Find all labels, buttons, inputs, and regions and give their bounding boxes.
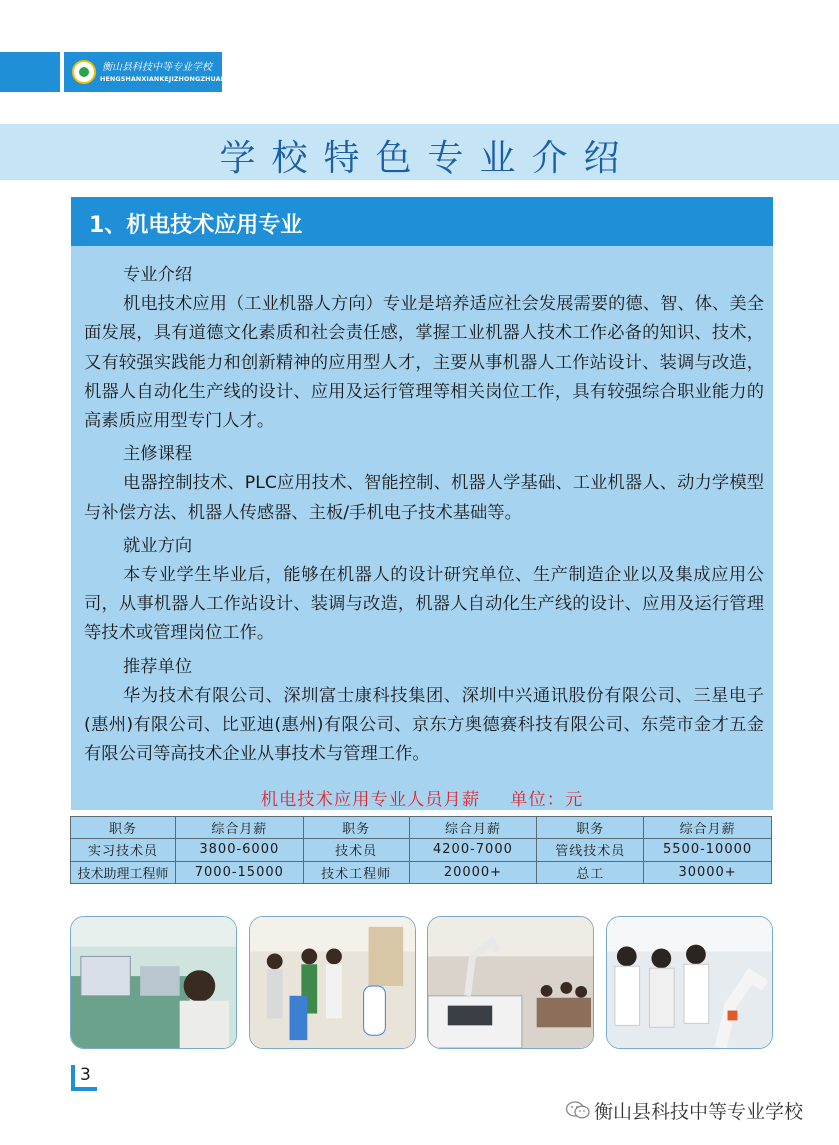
- table-cell: 总工: [537, 861, 644, 883]
- wechat-watermark: 衡山县科技中等专业学校: [594, 1101, 804, 1123]
- logo-chinese-name: 衡山县科技中等专业学校: [102, 62, 212, 73]
- major-description: [84, 261, 764, 769]
- table-cell: 技术工程师: [303, 861, 409, 883]
- major-heading: 1、机电技术应用专业: [89, 213, 303, 238]
- page-title: 学校特色专业介绍: [219, 138, 636, 179]
- photo-students-robot-arm: [606, 916, 773, 1049]
- table-cell: 3800-6000: [175, 839, 303, 861]
- major-panel: [71, 197, 773, 810]
- page-number: 3: [80, 1065, 91, 1085]
- salary-caption: [71, 785, 773, 810]
- salary-title: 机电技术应用专业人员月薪: [260, 790, 481, 810]
- table-row: [71, 839, 772, 861]
- table-header-cell: 综合月薪: [409, 817, 537, 839]
- table-cell: 管线技术员: [537, 839, 644, 861]
- courses-section-title: 主修课程: [123, 444, 193, 465]
- courses-paragraph: 电器控制技术、PLC应用技术、智能控制、机器人学基础、工业机器人、动力学模型与补偿方法、机器人传感器、主板/手机电子技术基础等。: [84, 473, 764, 523]
- salary-header-row: [71, 817, 772, 839]
- table-header-cell: 综合月薪: [175, 817, 303, 839]
- recommend-section-title: 推荐单位: [123, 656, 193, 677]
- table-cell: 技术员: [303, 839, 409, 861]
- school-logo: [64, 52, 227, 92]
- school-emblem-icon: [72, 60, 96, 84]
- photo-visitors-robot: [249, 916, 416, 1049]
- table-header-cell: 综合月薪: [644, 817, 772, 839]
- table-cell: 实习技术员: [71, 839, 176, 861]
- wechat-icon: [565, 1100, 591, 1120]
- photo-student-workbench: [70, 916, 237, 1049]
- major-heading-bar: [71, 197, 773, 246]
- table-cell: 30000+: [644, 861, 772, 883]
- page-title-band: [0, 124, 839, 180]
- salary-table: [70, 816, 772, 884]
- table-header-cell: 职务: [71, 817, 176, 839]
- table-header-cell: 职务: [303, 817, 409, 839]
- table-cell: 5500-10000: [644, 839, 772, 861]
- page-number-bracket-base: [71, 1087, 97, 1091]
- salary-unit: 单位：元: [510, 790, 584, 810]
- intro-section-title: 专业介绍: [123, 265, 193, 285]
- table-cell: 20000+: [409, 861, 537, 883]
- table-cell: 7000-15000: [175, 861, 303, 883]
- table-header-cell: 职务: [537, 817, 644, 839]
- table-cell: 技术助理工程师: [71, 861, 176, 883]
- intro-paragraph: 机电技术应用（工业机器人方向）专业是培养适应社会发展需要的德、智、体、美全面发展，具有道德文化素质和社会责任感，掌握工业机器人技术工作必备的知识、技术，又有较强实践能力和创新精神的应用型人才，主要从事机器人工作站设计、装调与改造，机器人自动化生产线的设计、应用及运行管理等相关岗位工作，具有较强综合职业能力的高素质应用型专门人才。: [84, 294, 764, 432]
- table-row: [71, 861, 772, 883]
- recommend-paragraph: 华为技术有限公司、深圳富士康科技集团、深圳中兴通讯股份有限公司、三星电子(惠州)有限公司、比亚迪(惠州)有限公司、京东方奥德赛科技有限公司、东莞市金才五金有限公司等高技术企业从事技术与管理工作。: [84, 685, 764, 765]
- jobs-paragraph: 本专业学生毕业后，能够在机器人的设计研究单位、生产制造企业以及集成应用公司，从事机器人工作站设计、装调与改造，机器人自动化生产线的设计、应用及运行管理等技术或管理岗位工作。: [84, 565, 764, 644]
- logo-english-name: HENGSHANXIANKEJIZHONGZHUAN: [100, 75, 227, 83]
- photo-robot-lab: [427, 916, 594, 1049]
- jobs-section-title: 就业方向: [123, 535, 193, 556]
- table-cell: 4200-7000: [409, 839, 537, 861]
- header-accent-bar: [0, 52, 60, 92]
